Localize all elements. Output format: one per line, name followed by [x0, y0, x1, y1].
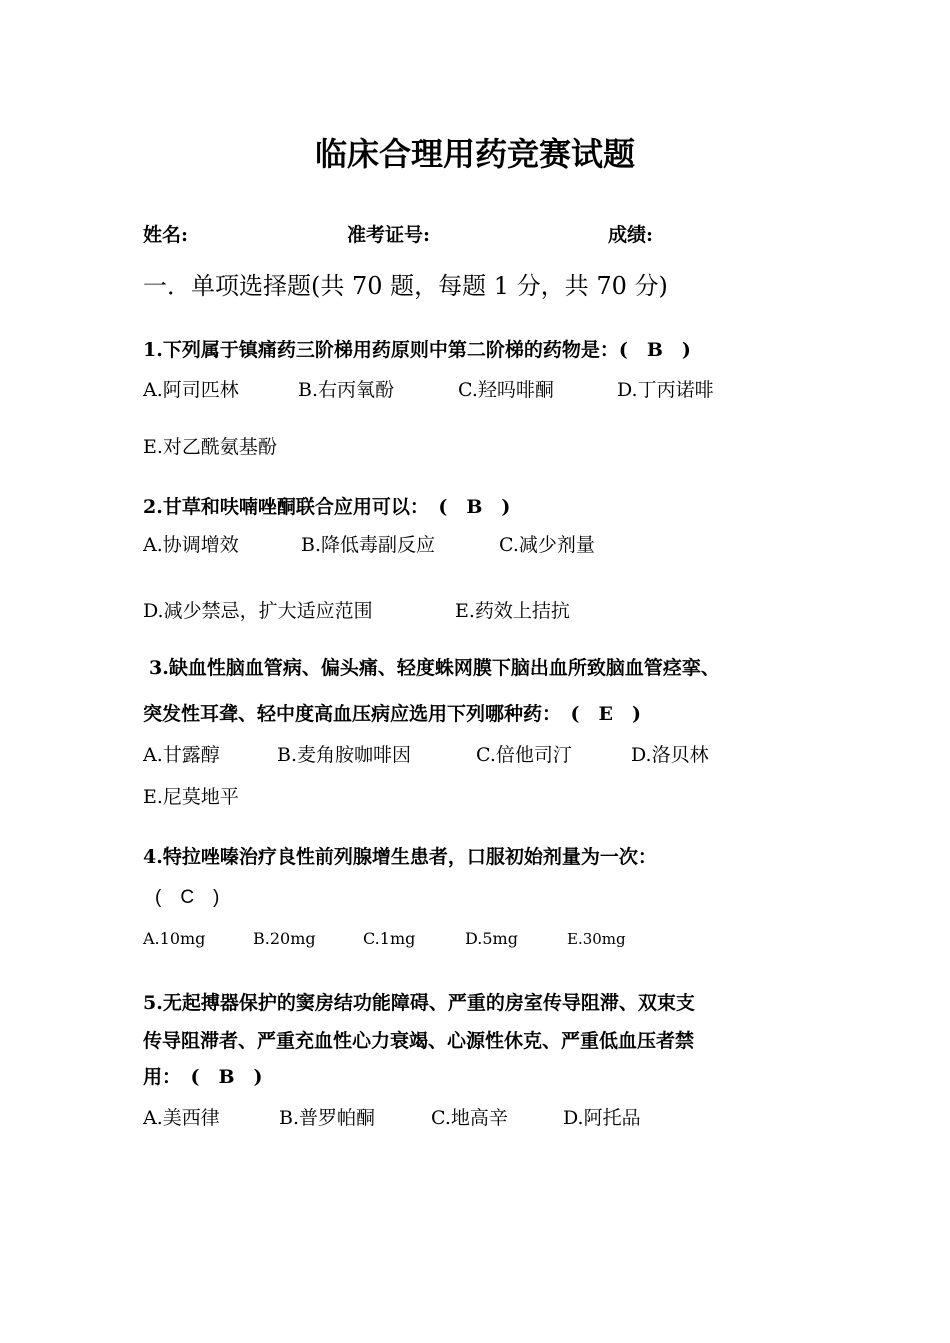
question-stem: 1.下列属于镇痛药三阶梯用药原则中第二阶梯的药物是：( B ): [143, 339, 691, 361]
option: D.5mg: [465, 929, 518, 948]
page-title: 临床合理用药竞赛试题: [314, 135, 635, 173]
question-stem-line: 传导阻滞者、严重充血性心力衰竭、心源性休克、严重低血压者禁: [143, 1030, 695, 1052]
option: B.普罗帕酮: [279, 1107, 376, 1129]
question-stem: 2.甘草和呋喃唑酮联合应用可以： ( B ): [143, 496, 511, 518]
option: D.洛贝林: [631, 744, 709, 766]
question-answer: ( C ): [155, 887, 220, 908]
question-stem-line: 4.特拉唑嗪治疗良性前列腺增生患者，口服初始剂量为一次：: [143, 846, 657, 868]
score-label: 成绩:: [608, 224, 654, 246]
option: E.对乙酰氨基酚: [143, 436, 277, 458]
section-title: 一．单项选择题(共 70 题，每题 1 分，共 70 分): [143, 272, 668, 300]
option: A.协调增效: [143, 534, 239, 556]
option: C.倍他司汀: [476, 744, 572, 766]
option: D.减少禁忌，扩大适应范围: [143, 600, 373, 622]
option: B.麦角胺咖啡因: [277, 744, 412, 766]
option: B.右丙氧酚: [298, 379, 395, 401]
option: A.美西律: [143, 1107, 220, 1129]
option: C.地高辛: [431, 1107, 508, 1129]
option: E.尼莫地平: [143, 786, 239, 808]
option: C.减少剂量: [499, 534, 595, 556]
question-stem-line: 突发性耳聋、轻中度高血压病应选用下列哪种药： ( E ): [143, 703, 641, 725]
exam-id-label: 准考证号:: [347, 224, 431, 246]
option: B.降低毒副反应: [301, 534, 436, 556]
option: E.30mg: [567, 930, 626, 948]
option: E.药效上拮抗: [455, 600, 570, 622]
option: A.甘露醇: [143, 744, 220, 766]
question-stem-line: 5.无起搏器保护的窦房结功能障碍、严重的房室传导阻滞、双束支: [143, 992, 695, 1014]
option: C.羟吗啡酮: [458, 379, 554, 401]
option: C.1mg: [363, 929, 416, 948]
option: D.丁丙诺啡: [617, 379, 714, 401]
question-stem-line: 3.缺血性脑血管病、偏头痛、轻度蛛网膜下脑出血所致脑血管痉挛、: [149, 657, 720, 679]
option: A.阿司匹林: [143, 379, 239, 401]
option: A.10mg: [143, 929, 206, 948]
option: D.阿托品: [563, 1107, 641, 1129]
question-stem-line: 用： ( B ): [143, 1066, 263, 1088]
option: B.20mg: [253, 929, 316, 948]
name-label: 姓名:: [143, 224, 189, 246]
